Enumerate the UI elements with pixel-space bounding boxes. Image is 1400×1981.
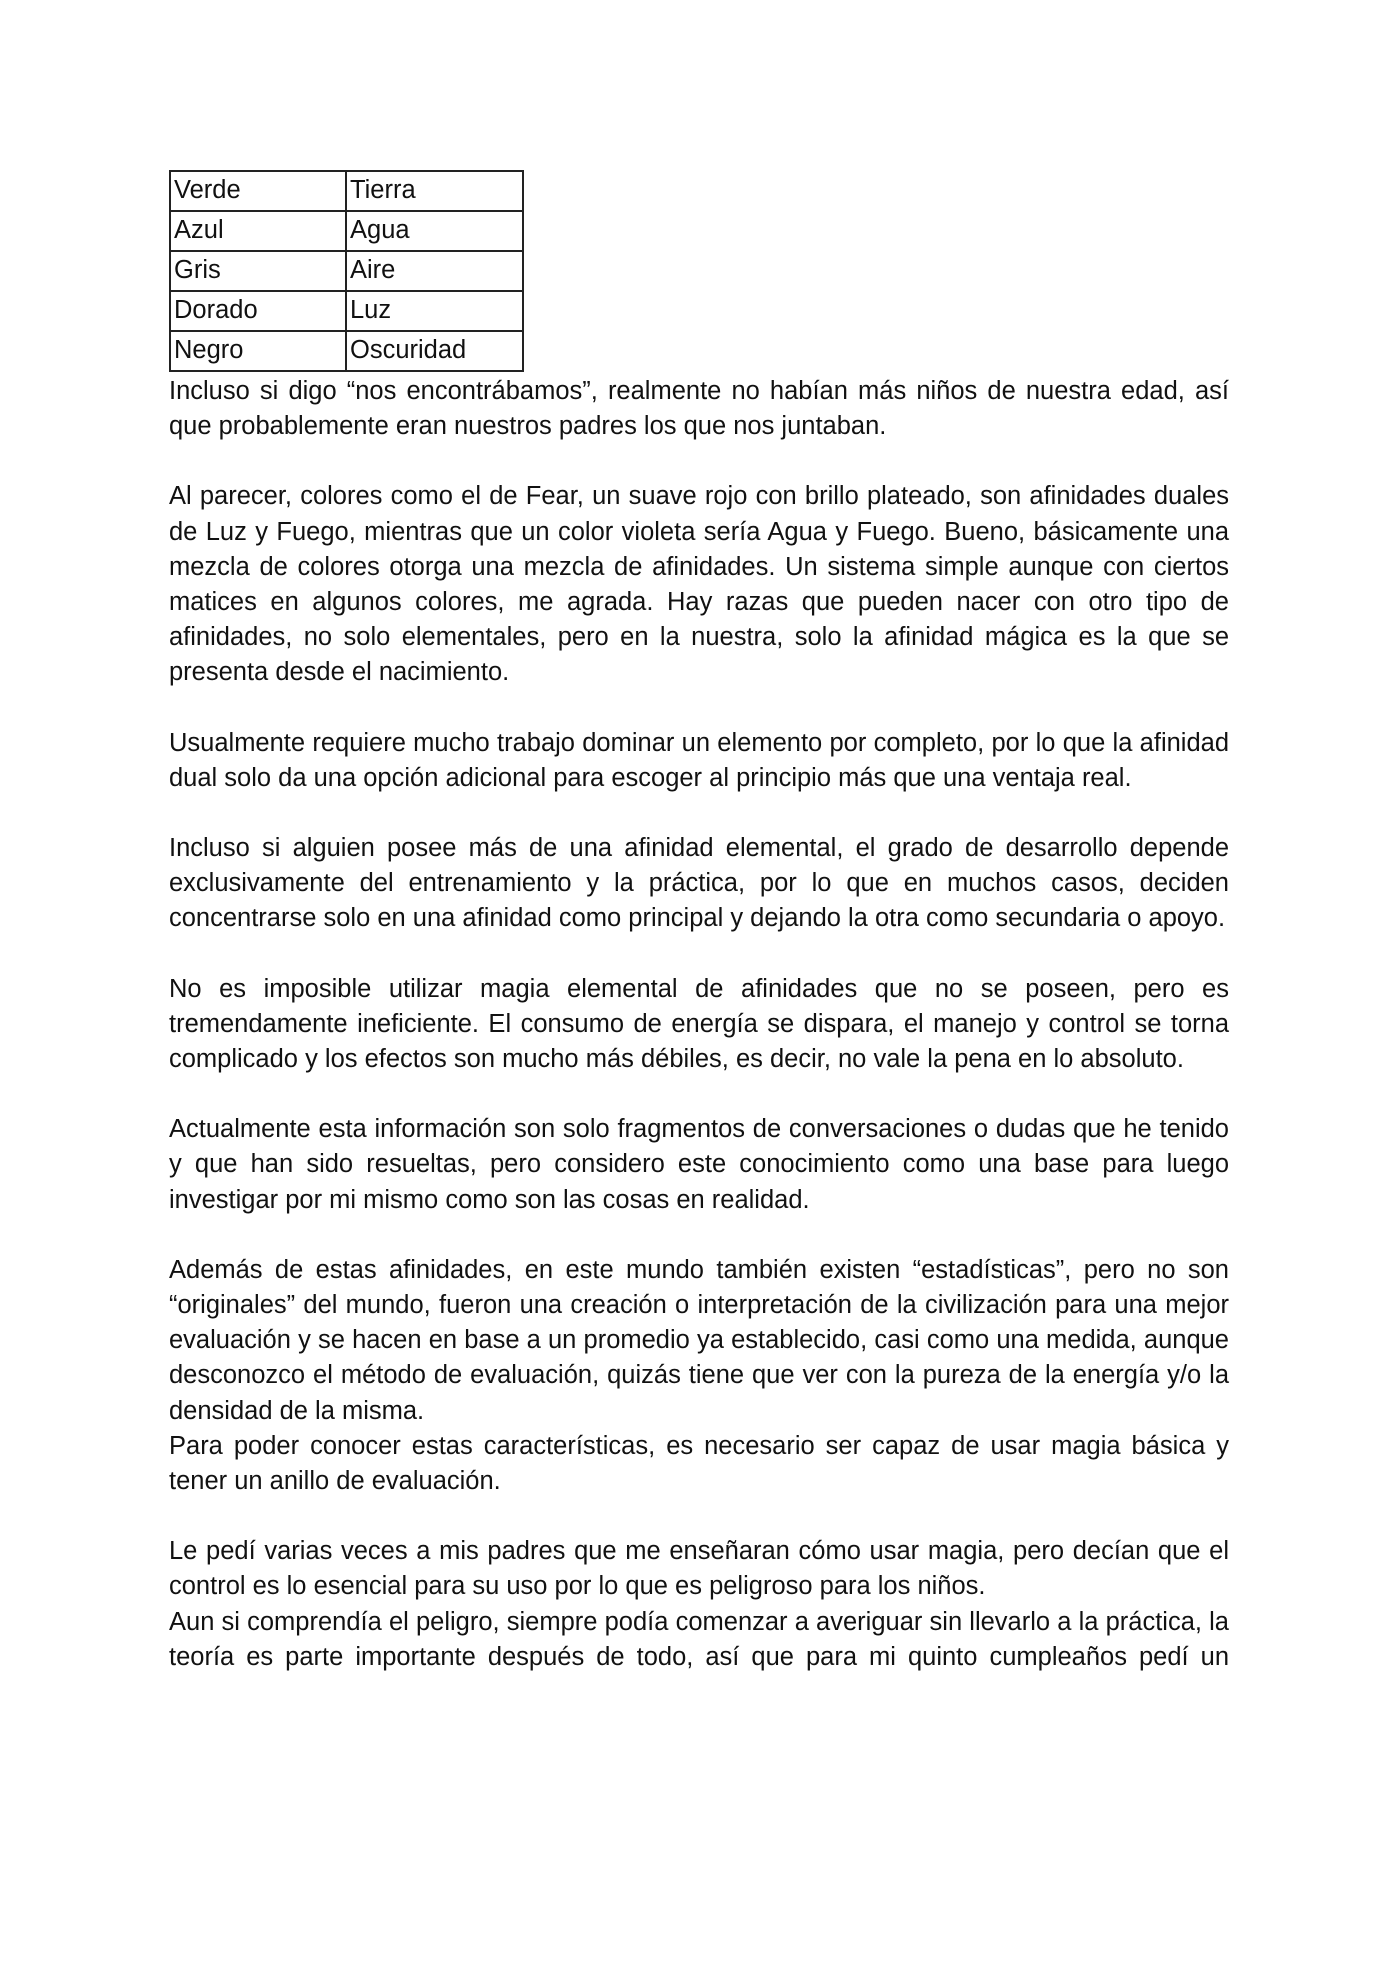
color-cell: Verde xyxy=(170,171,346,211)
color-cell: Gris xyxy=(170,251,346,291)
paragraph: Incluso si digo “nos encontrábamos”, realmente no habían más niños de nuestra edad, así que probablemente eran nuestros padres los que nos juntaban. xyxy=(169,377,1229,441)
table-row xyxy=(170,171,523,211)
element-cell: Oscuridad xyxy=(346,331,523,371)
color-cell: Negro xyxy=(170,331,346,371)
paragraph: Aun si comprendía el peligro, siempre podía comenzar a averiguar sin llevarlo a la práctica, la teoría es parte importante después de todo, así que para mi quinto cumpleaños pedí un xyxy=(169,1607,1229,1671)
page-content xyxy=(169,170,1229,1675)
element-cell: Aire xyxy=(346,251,523,291)
element-cell: Agua xyxy=(346,211,523,251)
paragraph: Usualmente requiere mucho trabajo dominar un elemento por completo, por lo que la afinidad dual solo da una opción adicional para escoger al principio más que una ventaja real. xyxy=(169,728,1229,792)
color-cell: Dorado xyxy=(170,291,346,331)
paragraph: Actualmente esta información son solo fragmentos de conversaciones o dudas que he tenido y que han sido resueltas, pero considero este conocimiento como una base para luego investigar por mi mismo como son las cosas en realidad. xyxy=(169,1115,1229,1214)
paragraph: Al parecer, colores como el de Fear, un suave rojo con brillo plateado, son afinidades duales de Luz y Fuego, mientras que un color violeta sería Agua y Fuego. Bueno, básicamente una mezcla de colores otorga una mezcla de afinidades. Un sistema simple aunque con ciertos matices en algunos colores, me agrada. Hay razas que pueden nacer con otro tipo de afinidades, no solo elementales, pero en la nuestra, solo la afinidad mágica es la que se presenta desde el nacimiento. xyxy=(169,482,1229,687)
paragraph: No es imposible utilizar magia elemental de afinidades que no se poseen, pero es tremendamente ineficiente. El consumo de energía se dispara, el manejo y control se torna complicado y los efectos son mucho más débiles, es decir, no vale la pena en lo absoluto. xyxy=(169,974,1229,1074)
color-cell: Azul xyxy=(170,211,346,251)
paragraph: Le pedí varias veces a mis padres que me enseñaran cómo usar magia, pero decían que el control es lo esencial para su uso por lo que es peligroso para los niños. xyxy=(169,1537,1229,1601)
element-cell: Tierra xyxy=(346,171,523,211)
table-row xyxy=(170,251,523,291)
body-text xyxy=(169,374,1229,1675)
table-row xyxy=(170,211,523,251)
table-row xyxy=(170,331,523,371)
element-cell: Luz xyxy=(346,291,523,331)
paragraph: Además de estas afinidades, en este mundo también existen “estadísticas”, pero no son “originales” del mundo, fueron una creación o interpretación de la civilización para una mejor evaluación y se hacen en base a un promedio ya establecido, casi como una medida, aunque desconozco el método de evaluación, quizás tiene que ver con la pureza de la energía y/o la densidad de la misma. xyxy=(169,1255,1229,1425)
color-affinity-table xyxy=(169,170,524,372)
table-row xyxy=(170,291,523,331)
paragraph: Incluso si alguien posee más de una afinidad elemental, el grado de desarrollo depende exclusivamente del entrenamiento y la práctica, por lo que en muchos casos, deciden concentrarse solo en una afinidad como principal y dejando la otra como secundaria o apoyo. xyxy=(169,834,1229,933)
paragraph: Para poder conocer estas características, es necesario ser capaz de usar magia básica y tener un anillo de evaluación. xyxy=(169,1431,1229,1496)
